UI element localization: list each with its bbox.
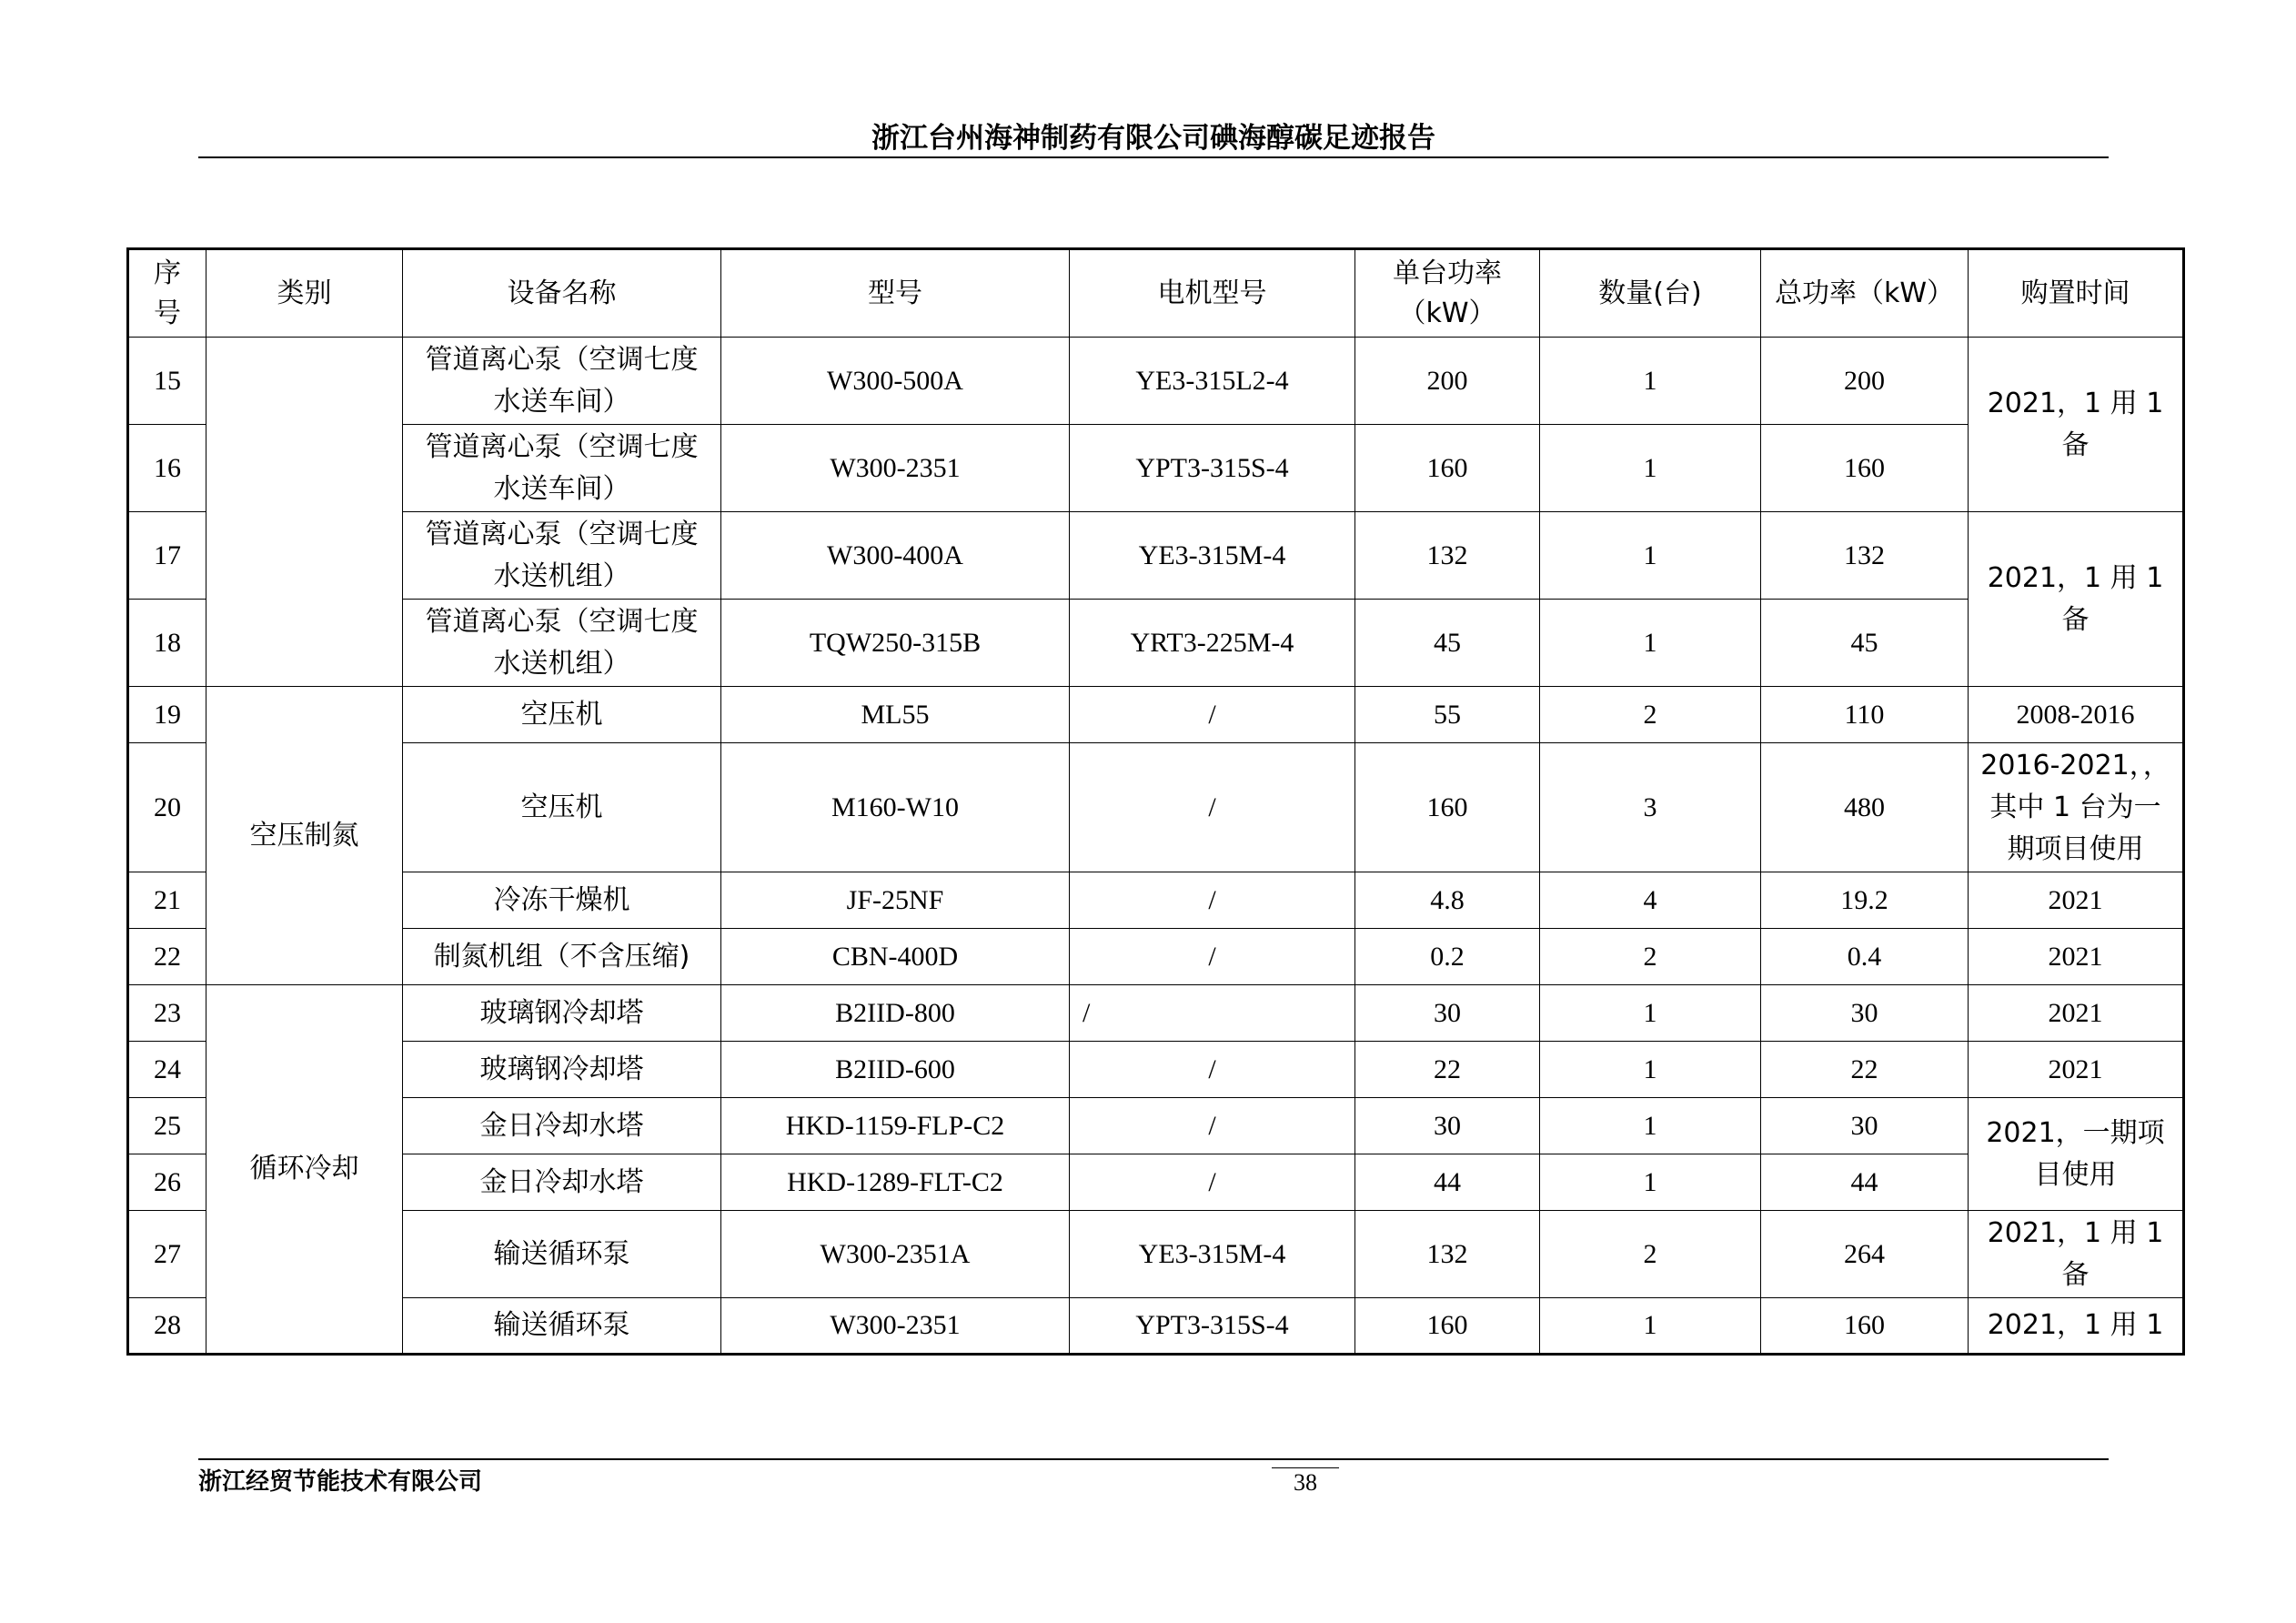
cell-total: 22 bbox=[1761, 1042, 1969, 1098]
cell-power: 200 bbox=[1355, 338, 1540, 425]
cell-seq: 16 bbox=[128, 425, 206, 512]
cell-purchase: 2008-2016 bbox=[1969, 687, 2184, 743]
cell-name: 输送循环泵 bbox=[403, 1211, 721, 1298]
col-header-name: 设备名称 bbox=[403, 249, 721, 338]
cell-power: 22 bbox=[1355, 1042, 1540, 1098]
table-row bbox=[128, 929, 2184, 985]
cell-total: 480 bbox=[1761, 743, 1969, 872]
cell-purchase: 2021，1 用 1 bbox=[1969, 1298, 2184, 1355]
cell-quantity: 3 bbox=[1540, 743, 1761, 872]
cell-quantity: 4 bbox=[1540, 872, 1761, 929]
cell-power: 30 bbox=[1355, 1098, 1540, 1154]
cell-total: 264 bbox=[1761, 1211, 1969, 1298]
cell-name: 玻璃钢冷却塔 bbox=[403, 985, 721, 1042]
cell-name: 空压机 bbox=[403, 687, 721, 743]
table-row bbox=[128, 1154, 2184, 1211]
cell-seq: 24 bbox=[128, 1042, 206, 1098]
cell-quantity: 1 bbox=[1540, 1154, 1761, 1211]
cell-power: 160 bbox=[1355, 743, 1540, 872]
cell-seq: 18 bbox=[128, 600, 206, 687]
page-number-rule bbox=[1272, 1467, 1339, 1468]
cell-seq: 19 bbox=[128, 687, 206, 743]
cell-seq: 15 bbox=[128, 338, 206, 425]
cell-power: 160 bbox=[1355, 1298, 1540, 1355]
footer-company: 浙江经贸节能技术有限公司 bbox=[198, 1468, 483, 1496]
cell-motor: YPT3-315S-4 bbox=[1070, 1298, 1355, 1355]
cell-model: W300-500A bbox=[721, 338, 1070, 425]
cell-model: JF-25NF bbox=[721, 872, 1070, 929]
cell-quantity: 2 bbox=[1540, 687, 1761, 743]
header-row bbox=[128, 249, 2184, 338]
cell-power: 132 bbox=[1355, 1211, 1540, 1298]
col-header-total-power: 总功率（kW） bbox=[1761, 249, 1969, 338]
cell-total: 44 bbox=[1761, 1154, 1969, 1211]
cell-name: 管道离心泵（空调七度 水送机组） bbox=[403, 512, 721, 600]
cell-motor: / bbox=[1070, 1042, 1355, 1098]
cell-total: 19.2 bbox=[1761, 872, 1969, 929]
cell-quantity: 2 bbox=[1540, 929, 1761, 985]
cell-purchase: 2021 bbox=[1969, 1042, 2184, 1098]
col-header-quantity: 数量(台) bbox=[1540, 249, 1761, 338]
cell-quantity: 1 bbox=[1540, 985, 1761, 1042]
cell-seq: 23 bbox=[128, 985, 206, 1042]
cell-model: W300-2351A bbox=[721, 1211, 1070, 1298]
cell-quantity: 1 bbox=[1540, 1298, 1761, 1355]
cell-name: 输送循环泵 bbox=[403, 1298, 721, 1355]
col-header-seq: 序 号 bbox=[128, 249, 206, 338]
cell-purchase-merged: 2021，1 用 1 备 bbox=[1969, 338, 2184, 512]
cell-model: HKD-1159-FLP-C2 bbox=[721, 1098, 1070, 1154]
cell-total: 30 bbox=[1761, 1098, 1969, 1154]
table-row bbox=[128, 872, 2184, 929]
cell-total: 110 bbox=[1761, 687, 1969, 743]
table-row bbox=[128, 1298, 2184, 1355]
cell-model: W300-400A bbox=[721, 512, 1070, 600]
cell-seq: 22 bbox=[128, 929, 206, 985]
header-rule bbox=[198, 156, 2109, 158]
table-row bbox=[128, 985, 2184, 1042]
cell-total: 132 bbox=[1761, 512, 1969, 600]
cell-motor: / bbox=[1070, 929, 1355, 985]
cell-quantity: 1 bbox=[1540, 425, 1761, 512]
col-header-model: 型号 bbox=[721, 249, 1070, 338]
cell-motor: / bbox=[1070, 687, 1355, 743]
cell-quantity: 1 bbox=[1540, 512, 1761, 600]
cell-seq: 20 bbox=[128, 743, 206, 872]
cell-model: B2IID-600 bbox=[721, 1042, 1070, 1098]
cell-model: M160-W10 bbox=[721, 743, 1070, 872]
cell-model: CBN-400D bbox=[721, 929, 1070, 985]
footer-rule bbox=[198, 1458, 2109, 1460]
cell-total: 200 bbox=[1761, 338, 1969, 425]
cell-category: 空压制氮 bbox=[206, 687, 403, 985]
cell-quantity: 1 bbox=[1540, 1098, 1761, 1154]
cell-motor: / bbox=[1070, 1098, 1355, 1154]
cell-seq: 17 bbox=[128, 512, 206, 600]
cell-motor: YE3-315M-4 bbox=[1070, 1211, 1355, 1298]
cell-purchase: 2021 bbox=[1969, 985, 2184, 1042]
cell-motor: YE3-315L2-4 bbox=[1070, 338, 1355, 425]
cell-motor: YE3-315M-4 bbox=[1070, 512, 1355, 600]
col-header-purchase: 购置时间 bbox=[1969, 249, 2184, 338]
table-row bbox=[128, 687, 2184, 743]
cell-seq: 26 bbox=[128, 1154, 206, 1211]
table-row bbox=[128, 425, 2184, 512]
table-row bbox=[128, 1098, 2184, 1154]
cell-purchase-merged: 2021，一期项 目使用 bbox=[1969, 1098, 2184, 1211]
table-row bbox=[128, 512, 2184, 600]
col-header-unit-power: 单台功率 （kW） bbox=[1355, 249, 1540, 338]
cell-power: 132 bbox=[1355, 512, 1540, 600]
cell-model: TQW250-315B bbox=[721, 600, 1070, 687]
cell-motor: / bbox=[1070, 1154, 1355, 1211]
cell-name: 金日冷却水塔 bbox=[403, 1098, 721, 1154]
table-row bbox=[128, 600, 2184, 687]
cell-model: W300-2351 bbox=[721, 1298, 1070, 1355]
cell-total: 45 bbox=[1761, 600, 1969, 687]
cell-purchase: 2021 bbox=[1969, 929, 2184, 985]
cell-name: 制氮机组（不含压缩) bbox=[403, 929, 721, 985]
cell-model: HKD-1289-FLT-C2 bbox=[721, 1154, 1070, 1211]
cell-power: 4.8 bbox=[1355, 872, 1540, 929]
cell-total: 160 bbox=[1761, 1298, 1969, 1355]
cell-seq: 28 bbox=[128, 1298, 206, 1355]
cell-name: 金日冷却水塔 bbox=[403, 1154, 721, 1211]
cell-category-empty bbox=[206, 338, 403, 687]
cell-motor: YRT3-225M-4 bbox=[1070, 600, 1355, 687]
equipment-table bbox=[126, 247, 2185, 1356]
cell-power: 45 bbox=[1355, 600, 1540, 687]
table-row bbox=[128, 1042, 2184, 1098]
page-number: 38 bbox=[1294, 1469, 1317, 1496]
cell-quantity: 1 bbox=[1540, 1042, 1761, 1098]
col-header-category: 类别 bbox=[206, 249, 403, 338]
cell-model: W300-2351 bbox=[721, 425, 1070, 512]
cell-seq: 25 bbox=[128, 1098, 206, 1154]
cell-purchase: 2016-2021，， 其中 1 台为一 期项目使用 bbox=[1969, 743, 2184, 872]
cell-quantity: 1 bbox=[1540, 600, 1761, 687]
cell-name: 玻璃钢冷却塔 bbox=[403, 1042, 721, 1098]
table-row bbox=[128, 338, 2184, 425]
cell-motor: / bbox=[1070, 985, 1355, 1042]
page-title: 浙江台州海神制药有限公司碘海醇碳足迹报告 bbox=[871, 122, 1435, 155]
table-row bbox=[128, 1211, 2184, 1298]
cell-quantity: 1 bbox=[1540, 338, 1761, 425]
cell-purchase: 2021 bbox=[1969, 872, 2184, 929]
cell-seq: 21 bbox=[128, 872, 206, 929]
cell-name: 空压机 bbox=[403, 743, 721, 872]
cell-power: 0.2 bbox=[1355, 929, 1540, 985]
cell-name: 管道离心泵（空调七度 水送机组） bbox=[403, 600, 721, 687]
cell-power: 30 bbox=[1355, 985, 1540, 1042]
cell-total: 160 bbox=[1761, 425, 1969, 512]
cell-category: 循环冷却 bbox=[206, 985, 403, 1355]
cell-motor: / bbox=[1070, 743, 1355, 872]
cell-power: 55 bbox=[1355, 687, 1540, 743]
col-header-motor: 电机型号 bbox=[1070, 249, 1355, 338]
cell-model: ML55 bbox=[721, 687, 1070, 743]
cell-name: 管道离心泵（空调七度 水送车间） bbox=[403, 425, 721, 512]
cell-total: 30 bbox=[1761, 985, 1969, 1042]
cell-name: 冷冻干燥机 bbox=[403, 872, 721, 929]
cell-purchase: 2021，1 用 1 备 bbox=[1969, 1211, 2184, 1298]
cell-motor: / bbox=[1070, 872, 1355, 929]
cell-seq: 27 bbox=[128, 1211, 206, 1298]
cell-motor: YPT3-315S-4 bbox=[1070, 425, 1355, 512]
table-row bbox=[128, 743, 2184, 872]
cell-model: B2IID-800 bbox=[721, 985, 1070, 1042]
cell-purchase-merged: 2021，1 用 1 备 bbox=[1969, 512, 2184, 687]
cell-power: 44 bbox=[1355, 1154, 1540, 1211]
cell-total: 0.4 bbox=[1761, 929, 1969, 985]
cell-quantity: 2 bbox=[1540, 1211, 1761, 1298]
cell-name: 管道离心泵（空调七度 水送车间） bbox=[403, 338, 721, 425]
cell-power: 160 bbox=[1355, 425, 1540, 512]
